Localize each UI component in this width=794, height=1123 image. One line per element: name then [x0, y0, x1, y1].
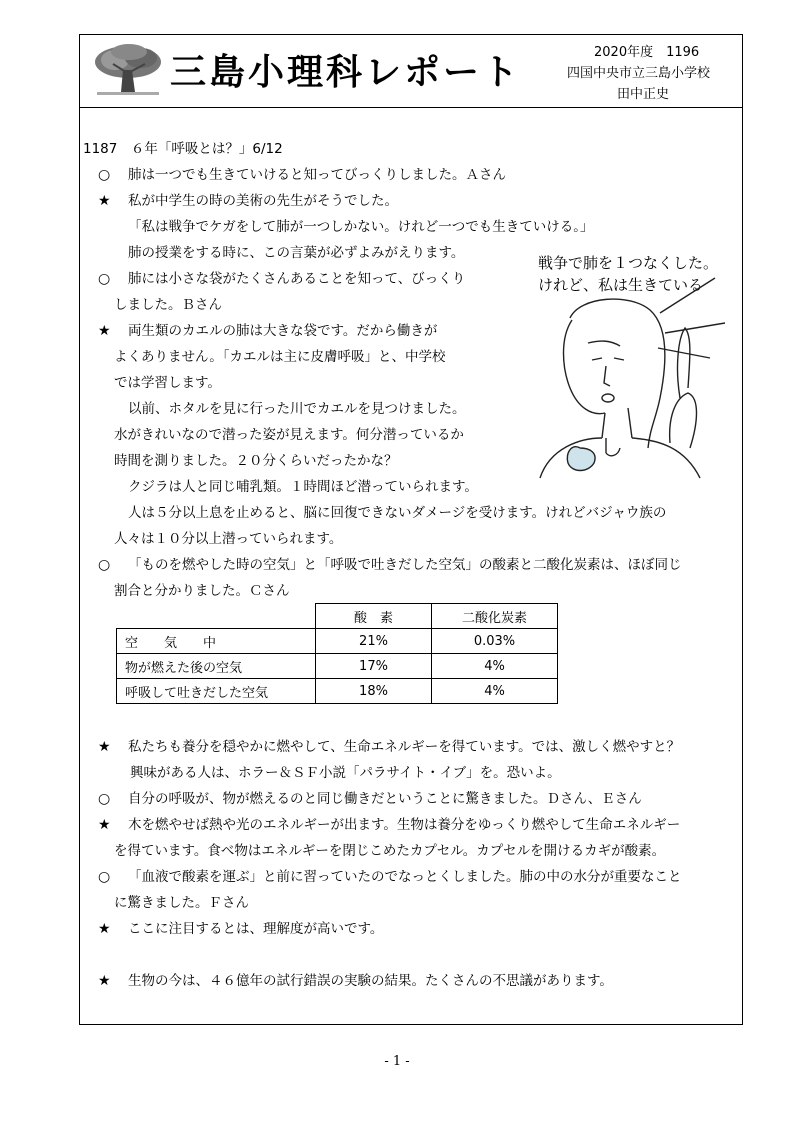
- table-header-cell: 二酸化炭素: [432, 604, 558, 629]
- text-line: 私たちも養分を穏やかに燃やして、生命エネルギーを得ています。では、激しく燃やすと？: [128, 739, 681, 755]
- text-line: 人々は１０分以上潜っていられます。: [114, 531, 343, 547]
- table-cell: 4%: [432, 679, 558, 704]
- text-line: 興味がある人は、ホラー＆ＳＦ小説「パラサイト・イブ」を。恐いよ。: [130, 765, 561, 781]
- illustration-caption-2: けれど、私は生きている: [538, 276, 704, 294]
- header-divider: [79, 107, 743, 108]
- text-line: 肺には小さな袋がたくさんあることを知って、びっくり: [128, 271, 466, 287]
- text-line: しました。Ｂさん: [114, 297, 222, 313]
- teacher-figure-icon: [540, 278, 725, 478]
- line-symbol: ○: [98, 869, 111, 885]
- text-line: 肺は一つでも生きていけると知ってびっくりしました。Ａさん: [128, 167, 506, 183]
- report-title: 三島小理科レポート: [170, 52, 522, 93]
- text-line: 「ものを燃やした時の空気」と「呼吸で吐きだした空気」の酸素と二酸化炭素は、ほぼ同じ: [128, 557, 682, 573]
- table-cell: 物が燃えた後の空気: [117, 654, 316, 679]
- table-cell: 空 気 中: [117, 629, 316, 654]
- line-symbol: ★: [98, 193, 111, 209]
- author-name: 田中正史: [617, 87, 670, 102]
- table-cell: 呼吸して吐きだした空気: [117, 679, 316, 704]
- illustration-caption-1: 戦争で肺を１つなくした。: [538, 254, 719, 272]
- year-number: 2020年度 1196: [594, 45, 700, 60]
- line-symbol: ○: [98, 271, 111, 287]
- text-line: クジラは人と同じ哺乳類。１時間ほど潜っていられます。: [128, 479, 478, 495]
- line-symbol: ★: [98, 739, 111, 755]
- text-line: 両生類のカエルの肺は大きな袋です。だから働きが: [128, 323, 438, 339]
- text-line: 私が中学生の時の美術の先生がそうでした。: [128, 193, 398, 209]
- tree-logo-icon: [93, 40, 163, 102]
- line-symbol: ★: [98, 817, 111, 833]
- text-line: を得ています。食べ物はエネルギーを閉じこめたカプセル。カプセルを開けるカギが酸素。: [114, 843, 666, 859]
- text-line: ここに注目するとは、理解度が高いです。: [128, 921, 384, 937]
- table-row: [117, 629, 558, 654]
- text-line: 「私は戦争でケガをして肺が一つしかない。けれど一つでも生きていける。」: [128, 219, 594, 235]
- text-line: に驚きました。Ｆさん: [114, 895, 249, 911]
- text-line: 木を燃やせば熱や光のエネルギーが出ます。生物は養分をゆっくり燃やして生命エネルギー: [128, 817, 681, 833]
- text-line: 自分の呼吸が、物が燃えるのと同じ働きだということに驚きました。Ｄさん、Ｅさん: [128, 791, 642, 807]
- teacher-illustration: [510, 248, 738, 496]
- line-symbol: ○: [98, 557, 111, 573]
- line-symbol: ○: [98, 791, 111, 807]
- school-name: 四国中央市立三島小学校: [567, 66, 711, 81]
- report-heading: 1187 ６年「呼吸とは？」6/12: [83, 141, 283, 157]
- table-header-cell: 酸 素: [316, 604, 432, 629]
- line-symbol: ★: [98, 921, 111, 937]
- gas-ratio-table: [116, 603, 558, 704]
- table-header-cell: [117, 604, 316, 629]
- table-cell: 18%: [316, 679, 432, 704]
- line-symbol: ○: [98, 167, 111, 183]
- text-line: 時間を測りました。２０分くらいだったかな？: [114, 453, 398, 469]
- table-header-row: [117, 604, 558, 629]
- table-cell: 0.03%: [432, 629, 558, 654]
- line-symbol: ★: [98, 973, 111, 989]
- page-number: - 1 -: [384, 1054, 410, 1069]
- text-line: では学習します。: [114, 375, 221, 391]
- table-cell: 17%: [316, 654, 432, 679]
- table-row: [117, 679, 558, 704]
- table-cell: 21%: [316, 629, 432, 654]
- text-line: 人は５分以上息を止めると、脳に回復できないダメージを受けます。けれどバジャウ族の: [128, 505, 667, 521]
- text-line: 「血液で酸素を運ぶ」と前に習っていたのでなっとくしました。肺の中の水分が重要なこと: [128, 869, 682, 885]
- text-line: 生物の今は、４６億年の試行錯誤の実験の結果。たくさんの不思議があります。: [128, 973, 613, 989]
- text-line: 肺の授業をする時に、この言葉が必ずよみがえります。: [128, 245, 465, 261]
- text-line: 以前、ホタルを見に行った川でカエルを見つけました。: [128, 401, 466, 417]
- text-line: 割合と分かりました。Ｃさん: [114, 583, 290, 599]
- table-cell: 4%: [432, 654, 558, 679]
- table-row: [117, 654, 558, 679]
- text-line: よくありません。「カエルは主に皮膚呼吸」と、中学校: [114, 349, 446, 365]
- text-line: 水がきれいなので潜った姿が見えます。何分潜っているか: [114, 427, 464, 443]
- line-symbol: ★: [98, 323, 111, 339]
